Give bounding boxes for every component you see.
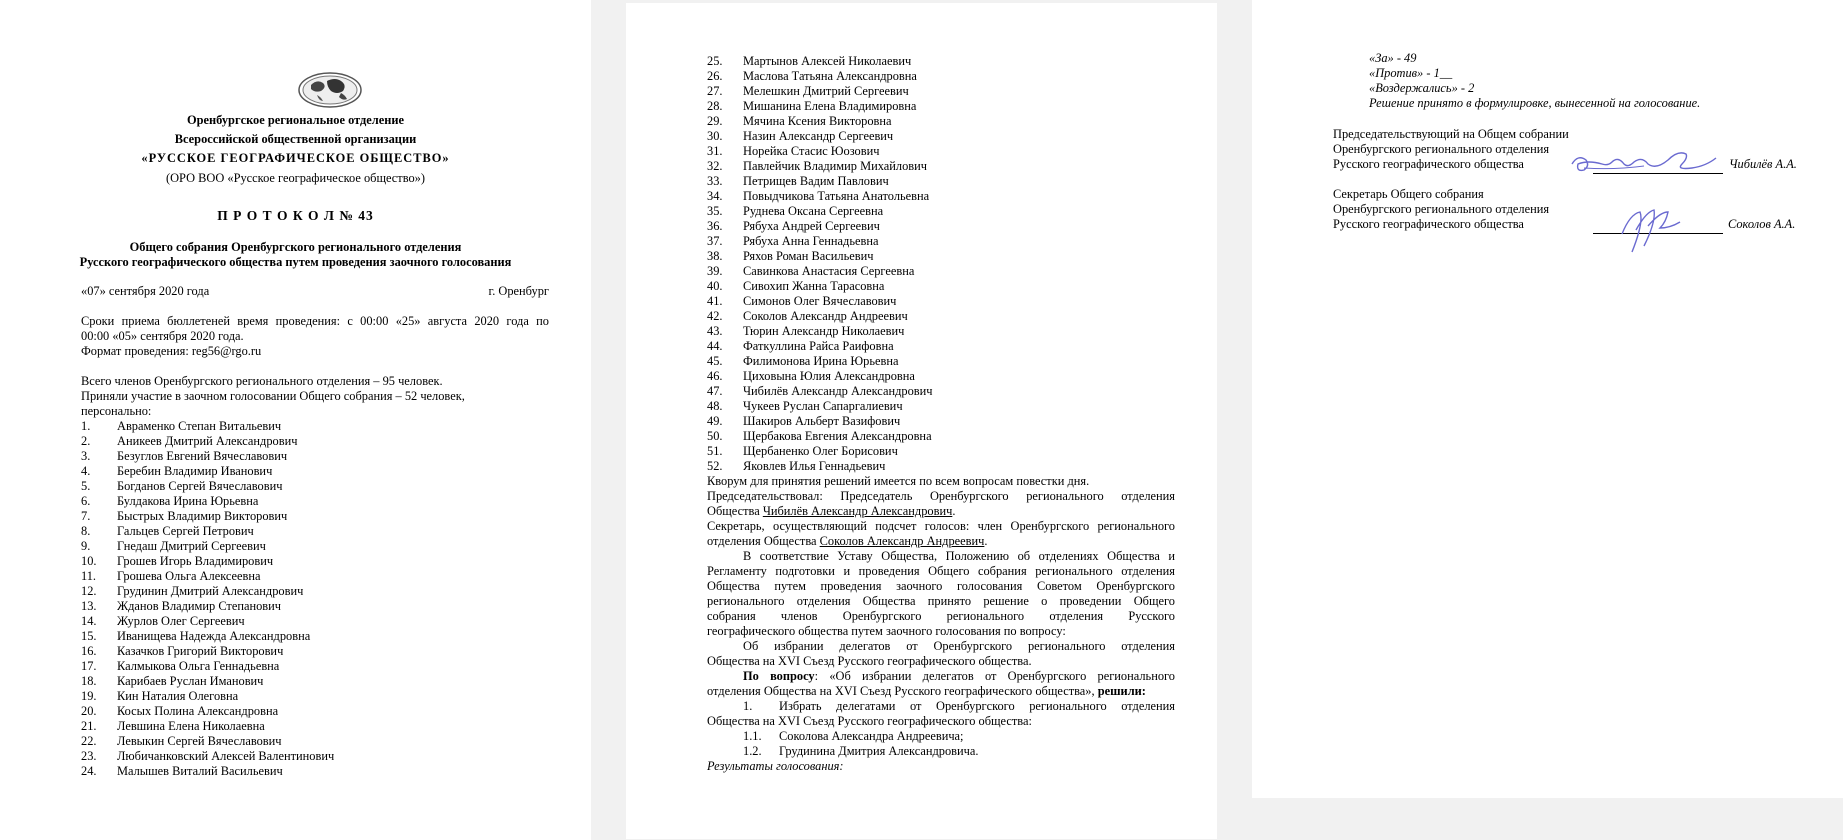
chair-signature-icon [1564, 144, 1734, 178]
secretary-line2-suffix: . [984, 534, 988, 548]
member-name: Грудинин Дмитрий Александрович [117, 584, 304, 598]
secretary-title-line3: Русского географического общества [1333, 217, 1524, 231]
secretary-signer-name: Соколов А.А. [1728, 217, 1796, 231]
member-number: 19. [81, 689, 97, 703]
votes-for: «За» - 49 [1369, 51, 1417, 65]
protocol-subtitle-line2: Русского географического общества путем проведения заочного голосования [79, 255, 512, 269]
question-text-line1: : «Об избрании делегатов от Оренбургского регионального [814, 669, 1175, 683]
member-name: Иванищева Надежда Александровна [117, 629, 311, 643]
member-list-item [81, 464, 549, 479]
member-name: Маслова Татьяна Александровна [743, 69, 917, 83]
charter-paragraph-last: географического общества путем заочного голосования по вопросу: [707, 624, 1066, 638]
member-number: 1. [81, 419, 91, 433]
member-list-item [707, 54, 1175, 69]
member-name: Кин Наталия Олеговна [117, 689, 239, 703]
member-number: 3. [81, 449, 91, 463]
member-number: 2. [81, 434, 91, 448]
member-number: 24. [81, 764, 97, 778]
members-list-part1 [81, 419, 549, 779]
member-name: Мелешкин Дмитрий Сергеевич [743, 84, 909, 98]
participated-line2: персонально: [81, 404, 152, 418]
member-name: Калмыкова Ольга Геннадьевна [117, 659, 280, 673]
member-name: Авраменко Степан Витальевич [117, 419, 282, 433]
voting-results-label: Результаты голосования: [707, 759, 844, 773]
member-list-item [707, 339, 1175, 354]
member-number: 46. [707, 369, 723, 383]
member-list-item [707, 414, 1175, 429]
member-list-item [707, 444, 1175, 459]
org-short-name: (ОРО ВОО «Русское географическое общество») [165, 171, 425, 185]
member-number: 38. [707, 249, 723, 263]
member-list-item [81, 494, 549, 509]
member-number: 11. [81, 569, 97, 583]
member-number: 14. [81, 614, 97, 628]
delegate-1-number: 1.1. [743, 729, 762, 743]
member-list-item [81, 689, 549, 704]
member-number: 15. [81, 629, 97, 643]
member-list-item [707, 384, 1175, 399]
secretary-line2-prefix: отделения Общества [707, 534, 820, 548]
member-list-item [707, 279, 1175, 294]
delegate-1-name: Соколова Александра Андреевича; [779, 729, 964, 743]
member-number: 50. [707, 429, 723, 443]
member-list-item [707, 159, 1175, 174]
member-name: Мячина Ксения Викторовна [743, 114, 892, 128]
chair-name: Чибилёв Александр Александрович [762, 504, 953, 518]
member-name: Грошев Игорь Владимирович [117, 554, 274, 568]
member-name: Карибаев Руслан Иманович [117, 674, 264, 688]
terms-line2: 00:00 «05» сентября 2020 года. [81, 329, 244, 343]
member-list-item [707, 144, 1175, 159]
member-list-item [81, 659, 549, 674]
member-name: Косых Полина Александровна [117, 704, 279, 718]
protocol-title: П Р О Т О К О Л № 43 [217, 208, 374, 223]
member-list-item [81, 734, 549, 749]
member-name: Рябуха Андрей Сергеевич [743, 219, 880, 233]
member-number: 17. [81, 659, 97, 673]
member-list-item [707, 189, 1175, 204]
member-name: Чибилёв Александр Александрович [743, 384, 933, 398]
member-name: Мишанина Елена Владимировна [743, 99, 917, 113]
member-name: Левшина Елена Николаевна [117, 719, 265, 733]
member-name: Ряхов Роман Васильевич [743, 249, 874, 263]
member-number: 29. [707, 114, 723, 128]
member-number: 52. [707, 459, 723, 473]
member-number: 26. [707, 69, 723, 83]
member-name: Руднева Оксана Сергеевна [743, 204, 884, 218]
member-number: 51. [707, 444, 723, 458]
charter-paragraph [707, 549, 1175, 624]
member-number: 33. [707, 174, 723, 188]
chair-line2-suffix: . [952, 504, 956, 518]
member-list-item [81, 749, 549, 764]
member-number: 45. [707, 354, 723, 368]
member-number: 42. [707, 309, 723, 323]
secretary-title-line2: Оренбургского регионального отделения [1333, 202, 1550, 216]
member-number: 7. [81, 509, 91, 523]
question-text-line2: отделения Общества на XVI Съезд Русского географического общества», [707, 684, 1098, 698]
participated-line1: Приняли участие в заочном голосовании Общего собрания – 52 человек, [81, 389, 465, 403]
member-number: 49. [707, 414, 723, 428]
member-list-item [81, 509, 549, 524]
decision-statement: Решение принято в формулировке, вынесенной на голосование. [1369, 96, 1701, 110]
protocol-city: г. Оренбург [488, 284, 549, 298]
member-list-item [81, 599, 549, 614]
charter-paragraph-line: В соответствие Уставу Общества, Положению об отделениях Общества и [743, 549, 1175, 563]
member-number: 35. [707, 204, 723, 218]
member-name: Щербакова Евгения Александровна [743, 429, 932, 443]
member-number: 31. [707, 144, 723, 158]
protocol-date: «07» сентября 2020 года [81, 284, 210, 298]
member-name: Филимонова Ирина Юрьевна [743, 354, 899, 368]
member-number: 21. [81, 719, 97, 733]
member-list-item [81, 584, 549, 599]
member-list-item [707, 234, 1175, 249]
member-name: Аникеев Дмитрий Александрович [117, 434, 298, 448]
member-name: Быстрых Владимир Викторович [117, 509, 288, 523]
member-number: 16. [81, 644, 97, 658]
member-list-item [81, 524, 549, 539]
member-list-item [707, 369, 1175, 384]
member-name: Гальцев Сергей Петрович [117, 524, 254, 538]
member-list-item [707, 174, 1175, 189]
member-list-item [81, 569, 549, 584]
member-name: Безуглов Евгений Вячеславович [117, 449, 288, 463]
member-list-item [81, 539, 549, 554]
member-number: 8. [81, 524, 91, 538]
member-list-item [81, 719, 549, 734]
members-list-part2 [707, 54, 1175, 474]
member-number: 25. [707, 54, 723, 68]
member-number: 47. [707, 384, 723, 398]
org-name-line3: «РУССКОЕ ГЕОГРАФИЧЕСКОЕ ОБЩЕСТВО» [141, 151, 450, 165]
member-name: Назин Александр Сергеевич [743, 129, 894, 143]
member-list-item [81, 644, 549, 659]
member-name: Чукеев Руслан Сапаргалиевич [743, 399, 903, 413]
member-name: Казачков Григорий Викторович [117, 644, 284, 658]
member-number: 6. [81, 494, 91, 508]
member-name: Норейка Стасис Юозович [743, 144, 880, 158]
member-list-item [81, 479, 549, 494]
member-number: 4. [81, 464, 91, 478]
member-list-item [81, 764, 549, 779]
member-list-item [707, 429, 1175, 444]
member-name: Мартынов Алексей Николаевич [743, 54, 912, 68]
votes-abstained: «Воздержались» - 2 [1369, 81, 1475, 95]
charter-paragraph-line: Регламенту подготовки и проведения Общего собрания регионального отделения [707, 564, 1175, 578]
member-list-item [707, 249, 1175, 264]
member-number: 5. [81, 479, 91, 493]
chair-line1: Председательствовал: Председатель Оренбургского регионального отделения [707, 489, 1175, 503]
member-number: 37. [707, 234, 723, 248]
org-name-line2: Всероссийской общественной организации [174, 132, 417, 146]
document-page-2 [626, 3, 1217, 839]
chair-title-line1: Председательствующий на Общем собрании [1333, 127, 1569, 141]
member-number: 12. [81, 584, 97, 598]
member-name: Булдакова Ирина Юрьевна [117, 494, 259, 508]
member-list-item [81, 629, 549, 644]
member-number: 32. [707, 159, 723, 173]
member-number: 13. [81, 599, 97, 613]
member-name: Грошева Ольга Алексеевна [117, 569, 261, 583]
document-page-3 [1252, 0, 1843, 798]
member-list-item [707, 354, 1175, 369]
member-list-item [707, 69, 1175, 84]
secretary-title-line1: Секретарь Общего собрания [1333, 187, 1484, 201]
decision-item-number: 1. [743, 699, 753, 713]
member-number: 28. [707, 99, 723, 113]
member-number: 30. [707, 129, 723, 143]
terms-line1: Сроки приема бюллетеней время проведения: с 00:00 «25» августа 2020 года по [81, 314, 549, 328]
secretary-line1: Секретарь, осуществляющий подсчет голосов: член Оренбургского регионального [707, 519, 1175, 533]
member-number: 43. [707, 324, 723, 338]
member-list-item [81, 434, 549, 449]
member-number: 34. [707, 189, 723, 203]
member-list-item [81, 614, 549, 629]
member-name: Шакиров Альберт Вазифович [743, 414, 901, 428]
charter-paragraph-line: регионального отделения Общества принято решение о проведении Общего [707, 594, 1175, 608]
charter-paragraph-line: собрания членов Оренбургского регионального отделения Русского [707, 609, 1175, 623]
member-list-item [81, 704, 549, 719]
member-list-item [81, 419, 549, 434]
member-name: Сивохип Жанна Тарасовна [743, 279, 885, 293]
member-name: Щербаненко Олег Борисович [743, 444, 898, 458]
protocol-subtitle-line1: Общего собрания Оренбургского регионального отделения [129, 240, 462, 254]
rgo-emblem-icon [297, 71, 363, 109]
member-name: Яковлев Илья Геннадьевич [743, 459, 886, 473]
member-name: Богданов Сергей Вячеславович [117, 479, 283, 493]
member-number: 18. [81, 674, 97, 688]
member-name: Савинкова Анастасия Сергеевна [743, 264, 915, 278]
member-number: 40. [707, 279, 723, 293]
decision-item-text: Избрать делегатами от Оренбургского регионального отделения [779, 699, 1175, 713]
delegate-2-name: Грудинина Дмитрия Александровича. [779, 744, 979, 758]
member-name: Петрищев Вадим Павлович [743, 174, 889, 188]
votes-against: «Против» - 1__ [1369, 66, 1453, 80]
member-list-item [707, 114, 1175, 129]
chair-signer-name: Чибилёв А.А. [1729, 157, 1797, 171]
member-list-item [707, 264, 1175, 279]
member-number: 20. [81, 704, 97, 718]
member-list-item [81, 674, 549, 689]
agenda-line1: Об избрании делегатов от Оренбургского регионального отделения [743, 639, 1175, 653]
charter-paragraph-line: Общества путем проведения заочного голосования Советом Оренбургского [707, 579, 1175, 593]
member-number: 27. [707, 84, 723, 98]
meeting-format: Формат проведения: reg56@rgo.ru [81, 344, 262, 358]
question-label: По вопросу [743, 669, 815, 683]
member-list-item [707, 309, 1175, 324]
member-name: Соколов Александр Андреевич [743, 309, 908, 323]
members-total: Всего членов Оренбургского регионального отделения – 95 человек. [81, 374, 443, 388]
secretary-signature-icon [1618, 204, 1688, 256]
member-name: Симонов Олег Вячеславович [743, 294, 897, 308]
member-name: Рябуха Анна Геннадьевна [743, 234, 879, 248]
member-name: Фаткуллина Райса Раифовна [743, 339, 894, 353]
decided-label: решили: [1097, 684, 1146, 698]
member-name: Повыдчикова Татьяна Анатольевна [743, 189, 930, 203]
member-name: Павлейчик Владимир Михайлович [743, 159, 927, 173]
quorum-statement: Кворум для принятия решений имеется по всем вопросам повестки дня. [707, 474, 1090, 488]
chair-line2-prefix: Общества [707, 504, 763, 518]
member-name: Любичанковский Алексей Валентинович [117, 749, 335, 763]
agenda-line2: Общества на XVI Съезд Русского географического общества. [707, 654, 1032, 668]
member-name: Малышев Виталий Васильевич [117, 764, 283, 778]
decision-item-cont: Общества на XVI Съезд Русского географического общества: [707, 714, 1032, 728]
delegate-2-number: 1.2. [743, 744, 762, 758]
member-number: 36. [707, 219, 723, 233]
member-list-item [81, 449, 549, 464]
member-list-item [81, 554, 549, 569]
member-number: 23. [81, 749, 97, 763]
member-name: Журлов Олег Сергеевич [117, 614, 245, 628]
member-name: Тюрин Александр Николаевич [743, 324, 905, 338]
member-list-item [707, 129, 1175, 144]
chair-title-line3: Русского географического общества [1333, 157, 1524, 171]
member-name: Гнедаш Дмитрий Сергеевич [117, 539, 266, 553]
member-list-item [707, 399, 1175, 414]
member-name: Циховына Юлия Александровна [743, 369, 915, 383]
org-name-line1: Оренбургское региональное отделение [186, 113, 405, 127]
member-number: 44. [707, 339, 723, 353]
chair-title-line2: Оренбургского регионального отделения [1333, 142, 1550, 156]
member-number: 39. [707, 264, 723, 278]
member-name: Левыкин Сергей Вячеславович [117, 734, 282, 748]
member-list-item [707, 99, 1175, 114]
secretary-name: Соколов Александр Андреевич [819, 534, 985, 548]
member-list-item [707, 324, 1175, 339]
member-list-item [707, 459, 1175, 474]
member-number: 10. [81, 554, 97, 568]
member-name: Беребин Владимир Иванович [117, 464, 273, 478]
member-number: 41. [707, 294, 723, 308]
member-name: Жданов Владимир Степанович [117, 599, 282, 613]
document-page-1 [0, 0, 591, 840]
member-list-item [707, 84, 1175, 99]
member-list-item [707, 294, 1175, 309]
member-number: 48. [707, 399, 723, 413]
member-list-item [707, 219, 1175, 234]
member-number: 9. [81, 539, 91, 553]
member-number: 22. [81, 734, 97, 748]
member-list-item [707, 204, 1175, 219]
